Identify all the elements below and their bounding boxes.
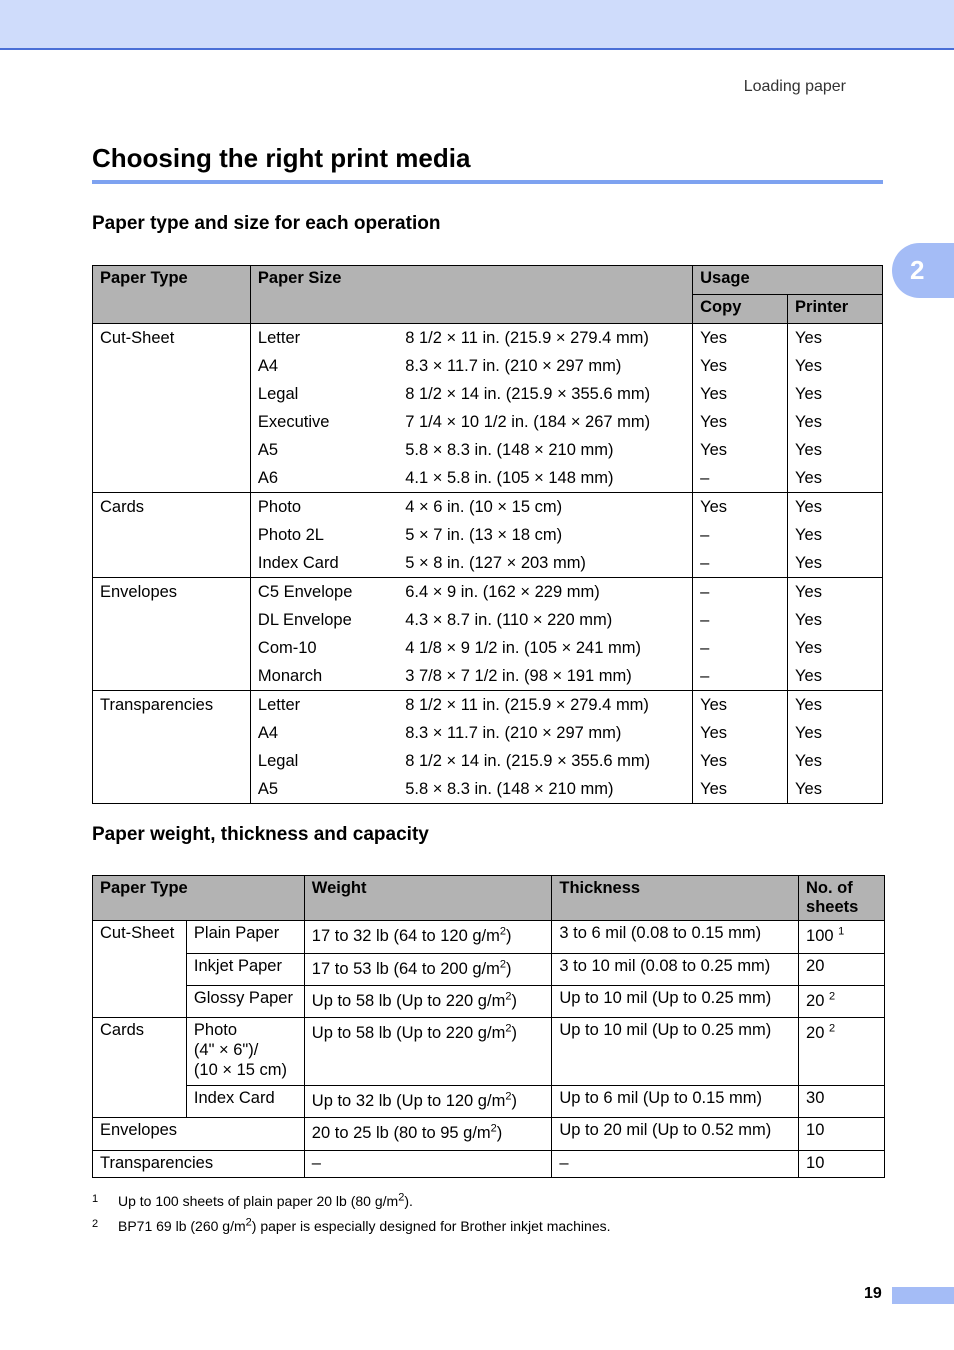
table-row <box>93 691 883 720</box>
type-cell: Envelopes <box>93 1118 305 1151</box>
size-name-cell: Photo 2L <box>257 526 324 544</box>
copy-cell: – <box>693 662 788 691</box>
type-cell-empty <box>93 775 251 804</box>
table-row <box>93 380 883 408</box>
table-row <box>93 352 883 380</box>
subtype-cell: Plain Paper <box>186 921 304 954</box>
type-cell: Cut-Sheet <box>93 921 187 1018</box>
weight-cell: Up to 58 lb (Up to 220 $g/m^2$) <box>304 986 552 1018</box>
size-dim-cell: 8 1/2 × 14 in. (215.9 × 355.6 mm) <box>398 380 692 408</box>
paper-type-size-table <box>92 265 883 804</box>
printer-cell: Yes <box>788 747 883 775</box>
printer-cell: Yes <box>788 606 883 634</box>
subtype-cell: Index Card <box>186 1086 304 1118</box>
table-row <box>93 521 883 549</box>
thickness-cell: 3 to 6 mil (0.08 to 0.15 mm) <box>552 921 799 954</box>
table-row <box>93 1151 885 1178</box>
size-name-cell: Photo <box>250 493 398 522</box>
weight-cell: Up to 58 lb (Up to 220 $g/m^2$) <box>304 1018 552 1086</box>
type-cell-empty <box>93 719 251 747</box>
thickness-cell: 3 to 10 mil (0.08 to 0.25 mm) <box>552 954 799 986</box>
size-dim-cell: 3 7/8 × 7 1/2 in. (98 × 191 mm) <box>398 662 692 691</box>
table-row <box>93 549 883 578</box>
type-cell: Transparencies <box>93 1151 305 1178</box>
table-row <box>93 606 883 634</box>
size-name-cell: Monarch <box>250 662 398 691</box>
type-cell: Cards <box>93 493 251 522</box>
sheets-cell: 100 $^1$ <box>799 921 885 954</box>
header-paper-type: Paper Type <box>93 266 251 324</box>
size-name-cell: DL Envelope <box>257 611 352 629</box>
copy-cell: – <box>693 634 788 662</box>
header-thickness: Thickness <box>552 876 799 921</box>
type-cell-empty <box>93 549 251 578</box>
table-row <box>93 1018 885 1086</box>
table-row <box>93 493 883 522</box>
subtype-cell: Glossy Paper <box>186 986 304 1018</box>
header-paper-type: Paper Type <box>93 876 305 921</box>
size-dim-cell: 4 × 6 in. (10 × 15 cm) <box>398 493 692 522</box>
printer-cell: Yes <box>788 464 883 493</box>
size-name-cell: A4 <box>257 724 279 742</box>
weight-cell: 17 to 32 lb (64 to 120 $g/m^2$) <box>304 921 552 954</box>
printer-cell: Yes <box>788 436 883 464</box>
size-name-cell: Legal <box>257 752 299 770</box>
printer-cell: Yes <box>788 408 883 436</box>
size-dim-cell: 5 × 7 in. (13 × 18 cm) <box>398 521 692 549</box>
printer-cell: Yes <box>788 324 883 353</box>
printer-cell: Yes <box>788 634 883 662</box>
sheets-cell: 10 <box>799 1118 885 1151</box>
table-row <box>93 464 883 493</box>
copy-cell: Yes <box>693 719 788 747</box>
header-weight: Weight <box>304 876 552 921</box>
table-row <box>93 921 885 954</box>
footnote-ref: 2 <box>828 1022 836 1035</box>
type-cell: Cards <box>93 1018 187 1118</box>
printer-cell: Yes <box>788 578 883 607</box>
running-head: Loading paper <box>743 78 846 95</box>
size-dim-cell: 4.1 × 5.8 in. (105 × 148 mm) <box>398 464 692 493</box>
table-row <box>93 954 885 986</box>
paper-type-size-body <box>93 324 883 804</box>
type-cell-empty <box>93 408 251 436</box>
copy-cell: Yes <box>693 691 788 720</box>
size-dim-cell: 5.8 × 8.3 in. (148 × 210 mm) <box>398 775 692 804</box>
size-dim-cell: 5.8 × 8.3 in. (148 × 210 mm) <box>398 436 692 464</box>
sheets-cell: 20 $^2$ <box>799 986 885 1018</box>
weight-cell: – <box>304 1151 552 1178</box>
copy-cell: Yes <box>693 380 788 408</box>
thickness-cell: Up to 10 mil (Up to 0.25 mm) <box>552 1018 799 1086</box>
copy-cell: Yes <box>693 436 788 464</box>
printer-cell: Yes <box>788 691 883 720</box>
type-cell: Cut-Sheet <box>93 324 251 353</box>
copy-cell: Yes <box>693 324 788 353</box>
table-row <box>93 324 883 353</box>
size-name-cell: C5 Envelope <box>250 578 398 607</box>
size-dim-cell: 6.4 × 9 in. (162 × 229 mm) <box>398 578 692 607</box>
type-cell: Envelopes <box>93 578 251 607</box>
header-copy: Copy <box>693 295 788 324</box>
copy-cell: Yes <box>693 775 788 804</box>
footnotes <box>92 1193 611 1243</box>
type-cell-empty <box>93 606 251 634</box>
printer-cell: Yes <box>788 775 883 804</box>
size-dim-cell: 4.3 × 8.7 in. (110 × 220 mm) <box>398 606 692 634</box>
header-usage: Usage <box>693 266 883 295</box>
table-row <box>93 436 883 464</box>
size-dim-cell: 8.3 × 11.7 in. (210 × 297 mm) <box>398 352 692 380</box>
header-paper-size: Paper Size <box>250 266 692 324</box>
copy-cell: – <box>693 464 788 493</box>
thickness-cell: Up to 6 mil (Up to 0.15 mm) <box>552 1086 799 1118</box>
header-printer: Printer <box>788 295 883 324</box>
thickness-cell: – <box>552 1151 799 1178</box>
copy-cell: – <box>693 606 788 634</box>
copy-cell: – <box>693 549 788 578</box>
weight-cell: Up to 32 lb (Up to 120 $g/m^2$) <box>304 1086 552 1118</box>
page-title: Choosing the right print media <box>92 143 883 184</box>
printer-cell: Yes <box>788 380 883 408</box>
size-dim-cell: 5 × 8 in. (127 × 203 mm) <box>398 549 692 578</box>
chapter-tab: 2 <box>892 243 954 298</box>
size-name-cell: Letter <box>250 691 398 720</box>
sheets-cell: 10 <box>799 1151 885 1178</box>
size-name-cell: A5 <box>250 775 398 804</box>
table-row <box>93 1086 885 1118</box>
sheets-cell: 30 <box>799 1086 885 1118</box>
thickness-cell: Up to 20 mil (Up to 0.52 mm) <box>552 1118 799 1151</box>
thickness-cell: Up to 10 mil (Up to 0.25 mm) <box>552 986 799 1018</box>
copy-cell: – <box>693 578 788 607</box>
table-row <box>93 408 883 436</box>
top-header-band <box>0 0 954 50</box>
size-name-cell: Executive <box>257 413 330 431</box>
header-no-of-sheets: No. of sheets <box>799 876 885 921</box>
printer-cell: Yes <box>788 662 883 691</box>
size-name-cell: Letter <box>250 324 398 353</box>
size-name-cell: A5 <box>257 441 279 459</box>
section-heading-weight-thickness: Paper weight, thickness and capacity <box>92 824 429 845</box>
copy-cell: Yes <box>693 352 788 380</box>
footnote-1: 1 Up to 100 sheets of plain paper 20 lb (80 $g/m^2$). <box>92 1191 413 1209</box>
size-dim-cell: 8 1/2 × 11 in. (215.9 × 279.4 mm) <box>398 691 692 720</box>
subtype-cell: Inkjet Paper <box>186 954 304 986</box>
size-dim-cell: 4 1/8 × 9 1/2 in. (105 × 241 mm) <box>398 634 692 662</box>
type-cell-empty <box>93 380 251 408</box>
type-cell-empty <box>93 521 251 549</box>
size-dim-cell: 8 1/2 × 11 in. (215.9 × 279.4 mm) <box>398 324 692 353</box>
size-dim-cell: 7 1/4 × 10 1/2 in. (184 × 267 mm) <box>398 408 692 436</box>
page-number-band <box>892 1287 954 1304</box>
type-cell-empty <box>93 464 251 493</box>
printer-cell: Yes <box>788 549 883 578</box>
paper-weight-table <box>92 875 885 1178</box>
sheets-cell: 20 $^2$ <box>799 1018 885 1086</box>
type-cell-empty <box>93 436 251 464</box>
type-cell: Transparencies <box>93 691 251 720</box>
printer-cell: Yes <box>788 521 883 549</box>
printer-cell: Yes <box>788 493 883 522</box>
size-name-cell: Legal <box>257 385 299 403</box>
table-row <box>93 719 883 747</box>
size-dim-cell: 8 1/2 × 14 in. (215.9 × 355.6 mm) <box>398 747 692 775</box>
footnote-2: 2 BP71 69 lb (260 $g/m^2$) paper is especially designed for Brother inkjet machines. <box>92 1216 611 1234</box>
copy-cell: – <box>693 521 788 549</box>
sheets-cell: 20 <box>799 954 885 986</box>
section-heading-paper-type-size: Paper type and size for each operation <box>92 213 441 234</box>
footnote-ref: 1 <box>838 925 845 938</box>
size-name-cell: Com-10 <box>257 639 317 657</box>
footnote-ref: 2 <box>828 990 836 1003</box>
printer-cell: Yes <box>788 719 883 747</box>
size-dim-cell: 8.3 × 11.7 in. (210 × 297 mm) <box>398 719 692 747</box>
copy-cell: Yes <box>693 747 788 775</box>
type-cell-empty <box>93 634 251 662</box>
size-name-cell: A4 <box>257 357 279 375</box>
copy-cell: Yes <box>693 493 788 522</box>
table-row <box>93 662 883 691</box>
printer-cell: Yes <box>788 352 883 380</box>
table-row <box>93 775 883 804</box>
size-name-cell: A6 <box>250 464 398 493</box>
table-row <box>93 986 885 1018</box>
type-cell-empty <box>93 747 251 775</box>
copy-cell: Yes <box>693 408 788 436</box>
type-cell-empty <box>93 662 251 691</box>
subtype-cell: Photo (4" × 6")/ (10 × 15 cm) <box>186 1018 304 1086</box>
table-row <box>93 634 883 662</box>
table-row <box>93 578 883 607</box>
weight-cell: 17 to 53 lb (64 to 200 $g/m^2$) <box>304 954 552 986</box>
type-cell-empty <box>93 352 251 380</box>
table-row <box>93 747 883 775</box>
table-row <box>93 1118 885 1151</box>
size-name-cell: Index Card <box>250 549 398 578</box>
weight-cell: 20 to 25 lb (80 to 95 $g/m^2$) <box>304 1118 552 1151</box>
page-number: 19 <box>864 1285 882 1302</box>
